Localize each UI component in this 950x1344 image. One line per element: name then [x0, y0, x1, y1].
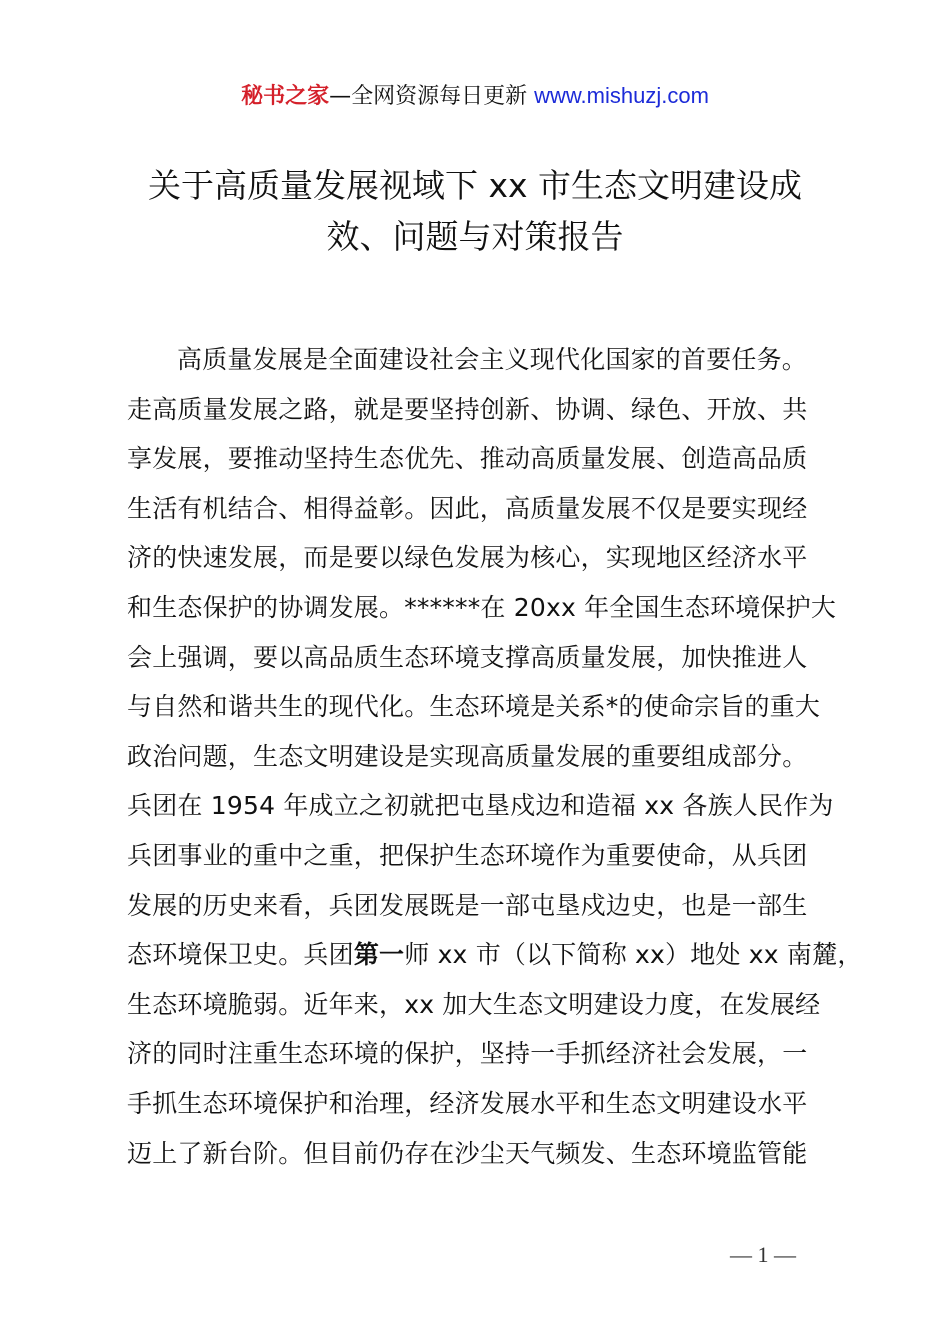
- body-line: 会上强调，要以高品质生态环境支撑高质量发展，加快推进人: [127, 642, 808, 672]
- body-line: 发展的历史来看，兵团发展既是一部屯垦戍边史，也是一部生: [127, 890, 808, 920]
- body-line: 迈上了新台阶。但目前仍存在沙尘天气频发、生态环境监管能: [127, 1138, 808, 1168]
- body-line: 济的同时注重生态环境的保护，坚持一手抓经济社会发展，一: [127, 1039, 808, 1069]
- body-line: 兵团在 1954 年成立之初就把屯垦戍边和造福 xx 各族人民作为: [127, 791, 834, 821]
- document-title-line-1: 关于高质量发展视域下 xx 市生态文明建设成: [147, 166, 803, 205]
- body-line: 生活有机结合、相得益彰。因此，高质量发展不仅是要实现经: [127, 493, 808, 523]
- body-line: 兵团事业的重中之重，把保护生态环境作为重要使命，从兵团: [127, 840, 808, 870]
- document-title: [60, 160, 890, 262]
- body-line: 生态环境脆弱。近年来，xx 加大生态文明建设力度，在发展经: [127, 989, 821, 1019]
- body-line: 和生态保护的协调发展。******在 20xx 年全国生态环境保护大: [127, 592, 837, 622]
- body-line-segment: 师 xx 市（以下简称 xx）地处 xx 南麓，: [404, 940, 863, 970]
- document-title-line-2: 效、问题与对策报告: [326, 217, 624, 256]
- body-line: 政治问题，生态文明建设是实现高质量发展的重要组成部分。: [127, 741, 808, 771]
- document-body: [127, 335, 863, 1178]
- site-slogan: —全网资源每日更新: [329, 84, 535, 109]
- body-line: 高质量发展是全面建设社会主义现代化国家的首要任务。: [177, 345, 808, 374]
- body-line: 走高质量发展之路，就是要坚持创新、协调、绿色、开放、共: [127, 394, 808, 424]
- site-url-link[interactable]: www.mishuzj.com: [534, 83, 709, 108]
- page-number: — 1 —: [730, 1242, 796, 1267]
- body-line-mixed: [127, 930, 863, 980]
- site-header: [0, 80, 950, 113]
- body-line-bold-segment: 第一: [353, 940, 405, 970]
- body-line-segment: 态环境保卫史。兵团: [127, 940, 354, 970]
- site-brand: 秘书之家: [241, 84, 330, 109]
- body-line: 与自然和谐共生的现代化。生态环境是关系*的使命宗旨的重大: [127, 692, 821, 722]
- body-line: 济的快速发展，而是要以绿色发展为核心，实现地区经济水平: [127, 543, 808, 573]
- body-line: 手抓生态环境保护和治理，经济发展水平和生态文明建设水平: [127, 1088, 808, 1118]
- body-line: 享发展，要推动坚持生态优先、推动高质量发展、创造高品质: [127, 444, 808, 474]
